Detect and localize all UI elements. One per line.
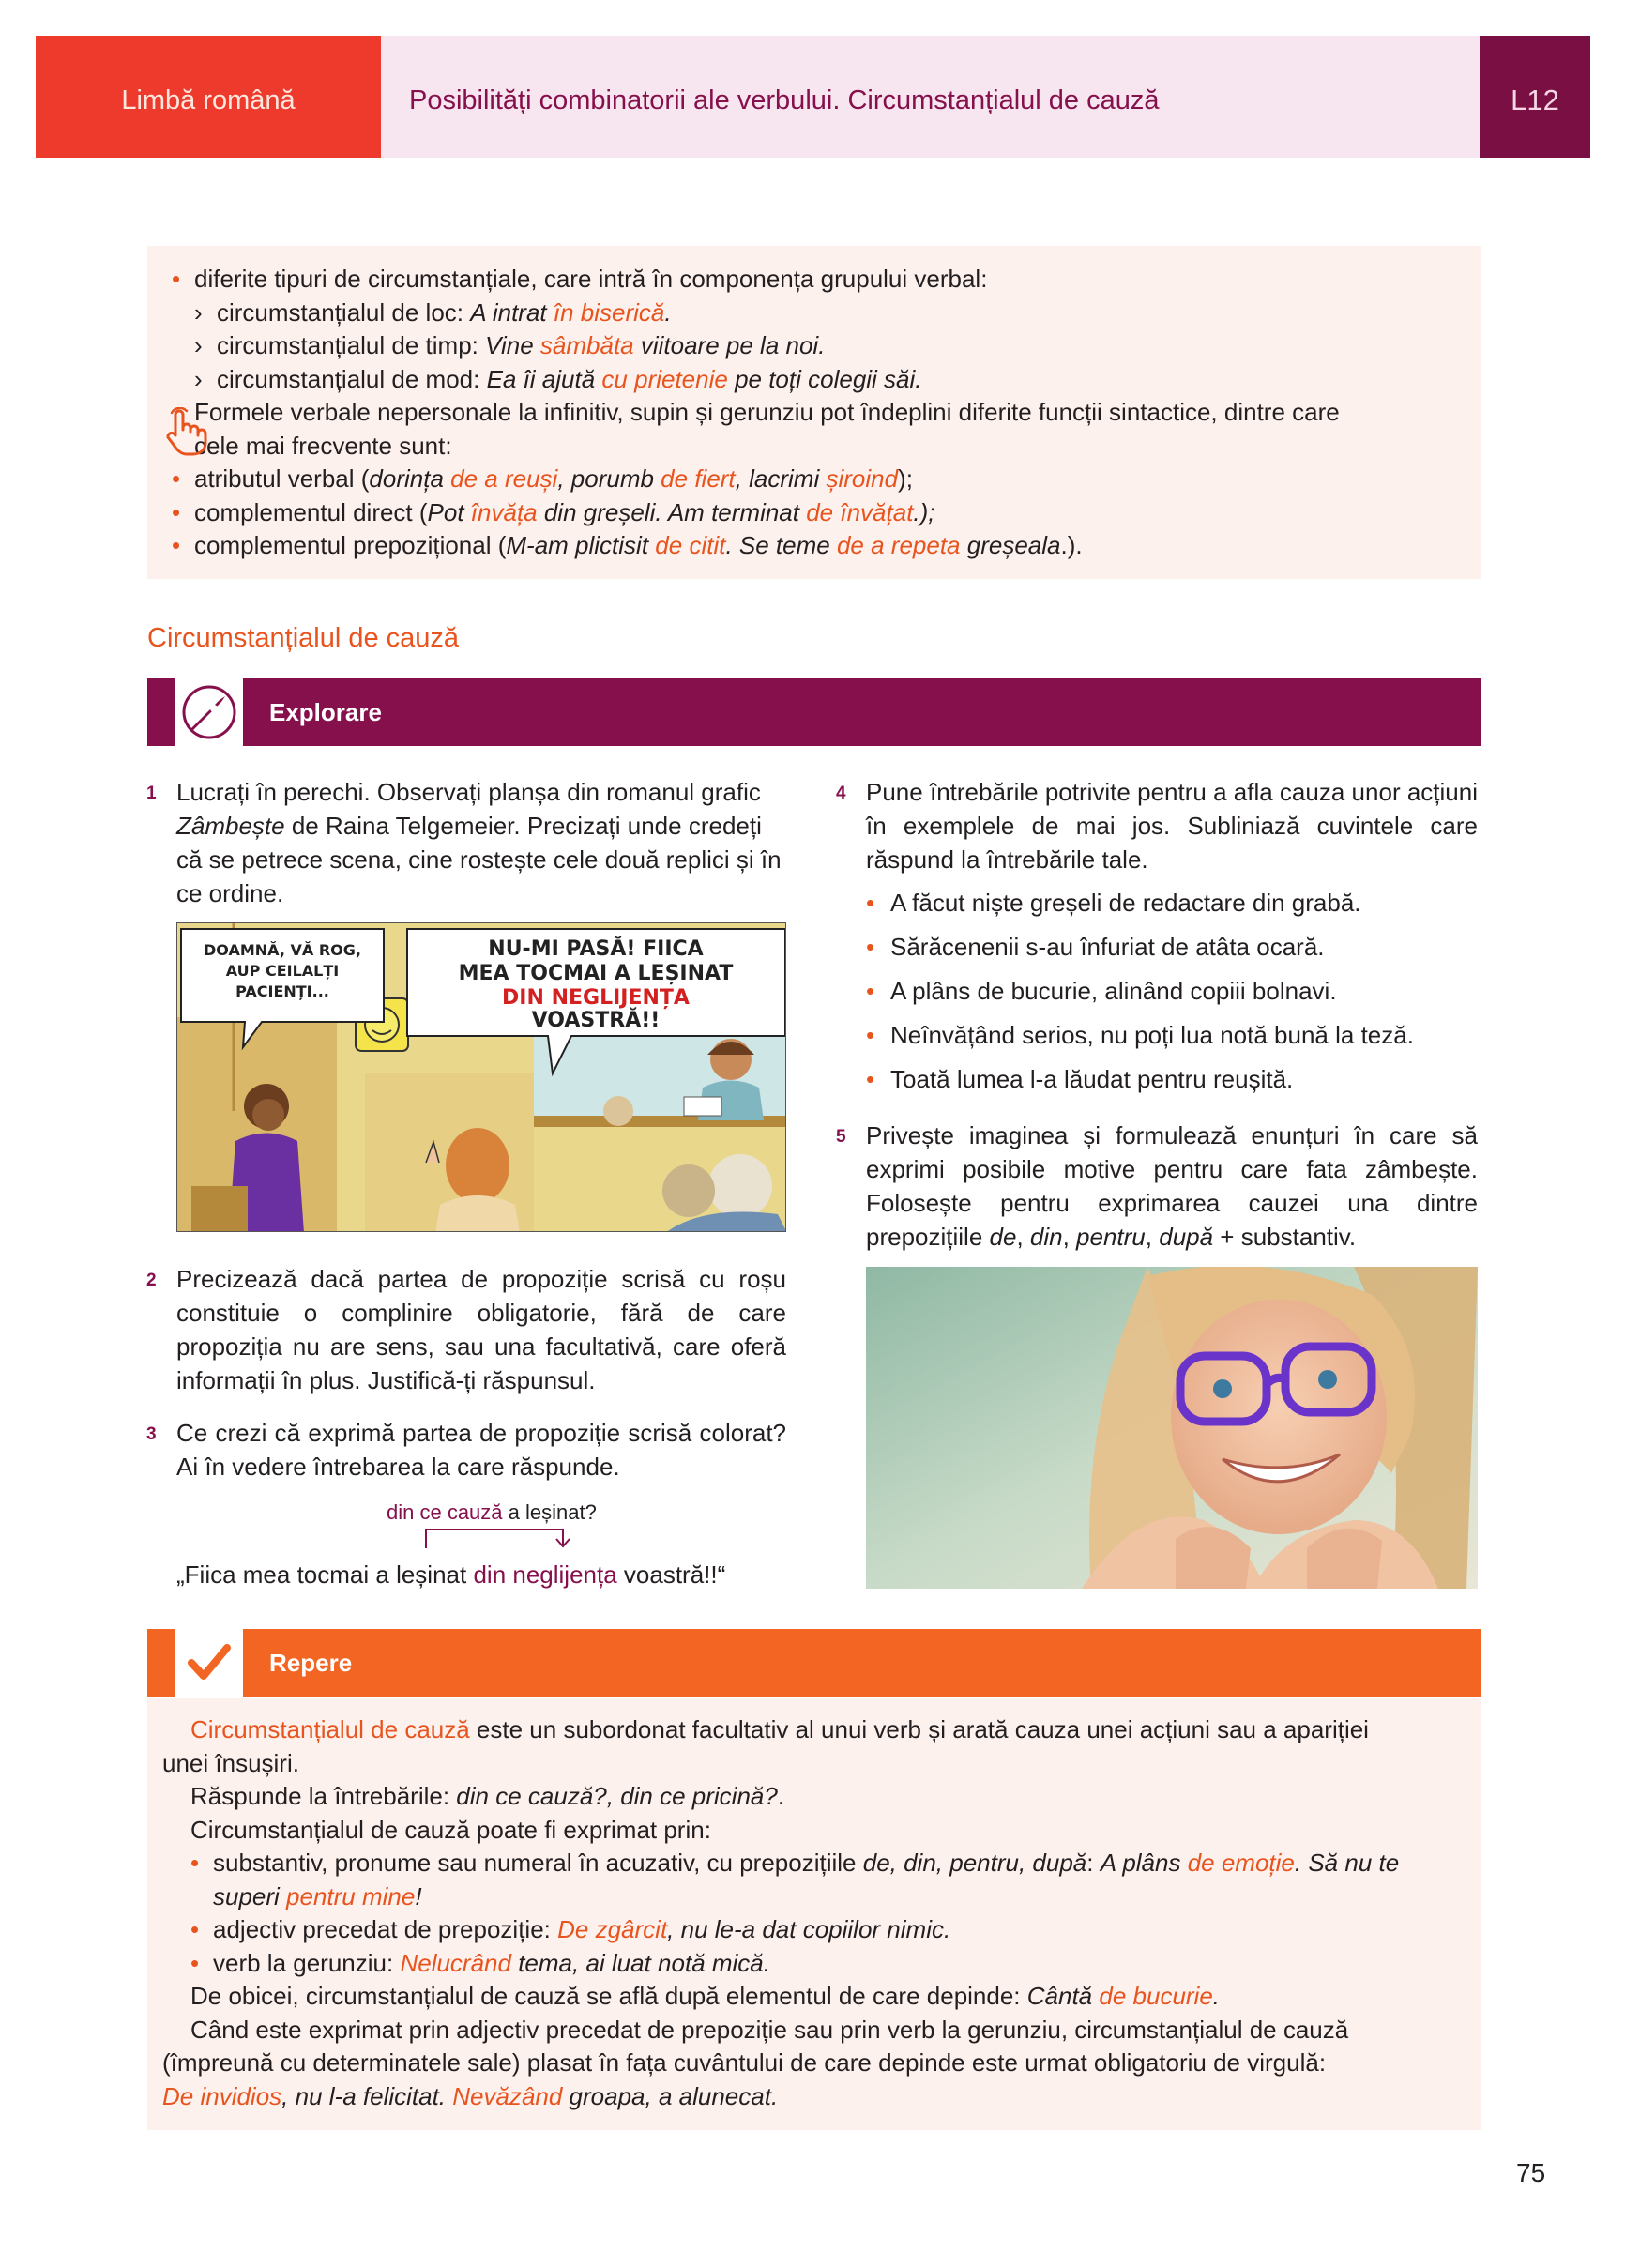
repere-line: • verb la gerunziu: Nelucrând tema, ai luat notă mică. xyxy=(162,1947,1466,1981)
compass-icon xyxy=(175,678,243,746)
question-label: din ce cauză a leșinat? xyxy=(387,1500,597,1524)
bullet: • xyxy=(172,497,181,526)
comic-bubble-1-line: DOAMNĂ, VĂ ROG, xyxy=(204,941,361,959)
example-list xyxy=(866,886,1478,1096)
summary-line: • complementul prepozițional (M-am plictisit de citit. Se teme de a repeta greșeala.). xyxy=(194,529,1462,563)
exercise-number: 5 xyxy=(836,1127,846,1147)
exercise-number: 4 xyxy=(836,784,846,803)
repere-box xyxy=(147,1698,1481,2130)
comic-bubble-1-line: AUP CEILALȚI xyxy=(225,962,340,980)
repere-label: Repere xyxy=(243,1629,1481,1697)
summary-line: • atributul verbal (dorința de a reuși, porumb de fiert, lacrimi șiroind); xyxy=(194,463,1462,496)
exercise-number: 3 xyxy=(146,1424,157,1444)
list-item: • Sărăcenenii s-au înfuriat de atâta ocară. xyxy=(866,933,1325,961)
page-header xyxy=(36,36,1590,158)
pointing-hand-icon xyxy=(160,407,207,456)
exercise-number: 1 xyxy=(146,784,157,803)
bullet: • xyxy=(190,1915,200,1943)
repere-bar xyxy=(147,1629,1481,1697)
list-item: • Neînvățând serios, nu poți lua notă bună la teză. xyxy=(866,1021,1414,1049)
repere-line: De invidios, nu l-a felicitat. Nevăzând groapa, a alunecat. xyxy=(162,2081,779,2110)
comic-bubble-2-line: VOASTRĂ!! xyxy=(531,1009,661,1032)
bullet: • xyxy=(190,1849,200,1877)
summary-line: › circumstanțialul de mod: Ea îi ajută cu prietenie pe toți colegii săi. xyxy=(194,363,1462,397)
example-sentence: „Fiica mea tocmai a leșinat din neglijența voastră!!“ xyxy=(176,1560,726,1589)
summary-line: › circumstanțialul de timp: Vine sâmbăta viitoare pe la noi. xyxy=(194,329,1462,363)
lesson-title: Posibilități combinatorii ale verbului. Circumstanțialul de cauză xyxy=(381,36,1480,158)
comic-bubble-2-line: DIN NEGLIJENȚA xyxy=(502,986,690,1010)
repere-line: (împreună cu determinatele sale) plasat în fața cuvântului de care depinde este urmat obligatoriu de virgulă: xyxy=(162,2048,1327,2077)
repere-line: Circumstanțialul de cauză este un subordonat facultativ al unui verb și arată cauza unei acțiuni sau a apariției xyxy=(190,1715,1369,1743)
list-item: • A plâns de bucurie, alinând copiii bolnavi. xyxy=(866,977,1337,1005)
summary-line: › circumstanțialul de loc: A intrat în biserică. xyxy=(194,297,1462,330)
section-title: Circumstanțialul de cauză xyxy=(147,623,460,653)
repere-line: superi pentru mine! xyxy=(213,1881,422,1910)
repere-line: Circumstanțialul de cauză poate fi exprimat prin: xyxy=(190,1815,711,1844)
exercise-4: 4 Pune întrebările potrivite pentru a afla cauza unor acțiuni în exemplele de mai jos. Subliniază cuvintele care răspund la întrebările tale. • A făcut niște greșeli de redactare din grabă. • Sărăcenenii s-au înfuriat de atâta ocară. • A plâns de bucurie, alinând copiii bolnavi. • Neînvățând serios, nu poți lua notă bună la teză. • Toată lumea l-a lăudat pentru reușită. xyxy=(866,775,1478,1096)
exercise-3: 3 Ce crezi că exprimă partea de propoziție scrisă colorat? Ai în vedere întrebarea la care răspunde. xyxy=(146,1419,786,1481)
repere-line: unei însușiri. xyxy=(162,1748,299,1777)
chevron-right-icon: › xyxy=(194,331,203,359)
repere-line: • adjectiv precedat de prepoziție: De zgârcit, nu le-a dat copiilor nimic. xyxy=(162,1913,1466,1947)
repere-line: • substantiv, pronume sau numeral în acuzativ, cu prepozițiile de, din, pentru, după: A plâns de emoție. Să nu te xyxy=(162,1847,1466,1880)
comic-bubble-2-line: MEA TOCMAI A LEȘINAT xyxy=(458,962,734,985)
girl-photo xyxy=(866,1267,1478,1589)
summary-line: Formele verbale nepersonale la infinitiv, supin și gerunziu pot îndeplini diferite funcții sintactice, dintre care xyxy=(194,398,1340,426)
chevron-right-icon: › xyxy=(194,297,203,327)
summary-box xyxy=(147,246,1481,579)
list-item: • Toată lumea l-a lăudat pentru reușită. xyxy=(866,1065,1294,1093)
comic-panel xyxy=(176,922,786,1232)
subject-label: Limbă română xyxy=(36,36,381,158)
explorare-label: Explorare xyxy=(243,678,1481,746)
list-item: • A făcut niște greșeli de redactare din grabă. xyxy=(866,889,1361,917)
exercise-number: 2 xyxy=(146,1271,157,1290)
bullet: • xyxy=(190,1948,200,1977)
repere-line: Răspunde la întrebările: din ce cauză?, din ce pricină?. xyxy=(190,1782,785,1810)
comic-illustration xyxy=(177,923,786,1232)
chevron-right-icon: › xyxy=(194,364,203,393)
repere-line: Când este exprimat prin adjectiv precedat de prepoziție sau prin verb la gerunziu, circumstanțialul de cauză xyxy=(190,2015,1349,2044)
summary-line: cele mai frecvente sunt: xyxy=(194,431,452,460)
checkmark-icon xyxy=(175,1629,243,1697)
comic-bubble-2-line: NU-MI PASĂ! FIICA xyxy=(488,937,704,961)
explorare-bar xyxy=(147,678,1481,746)
page-number: 75 xyxy=(1516,2158,1546,2187)
summary-line: • complementul direct (Pot învăța din greșeli. Am terminat de învățat.); xyxy=(194,496,1462,530)
summary-line: • diferite tipuri de circumstanțiale, care intră în componența grupului verbal: xyxy=(194,263,1462,297)
repere-line: De obicei, circumstanțialul de cauză se află după elementul de care depinde: Cântă de bucurie. xyxy=(190,1982,1221,2010)
bullet: • xyxy=(172,531,181,559)
lesson-number: L12 xyxy=(1480,36,1590,158)
exercise-5: 5 Privește imaginea și formulează enunțuri în care să exprimi posibile motive pentru care fata zâmbește. Folosește pentru exprimarea cauzei una dintre prepozițiile de, din, pentru, după + substantiv. xyxy=(836,1121,1478,1251)
exercise-1: 1 Lucrați în perechi. Observați planșa din romanul grafic Zâmbește de Raina Telgemeier. Precizați unde credeți că se petrece scena, cine rostește cele două replici și în ce ordine. xyxy=(146,778,782,907)
exercise-2: 2 Precizează dacă partea de propoziție scrisă cu roșu constituie o complinire obligatorie, fără de care propoziția nu are sens, sau una facultativă, care oferă informații în plus. Justifică-ți răspunsul. xyxy=(146,1265,786,1394)
question-arrow-icon xyxy=(424,1526,574,1550)
comic-bubble-1-line: PACIENȚI... xyxy=(235,982,329,1000)
bullet: • xyxy=(172,265,181,293)
bullet: • xyxy=(172,464,181,493)
